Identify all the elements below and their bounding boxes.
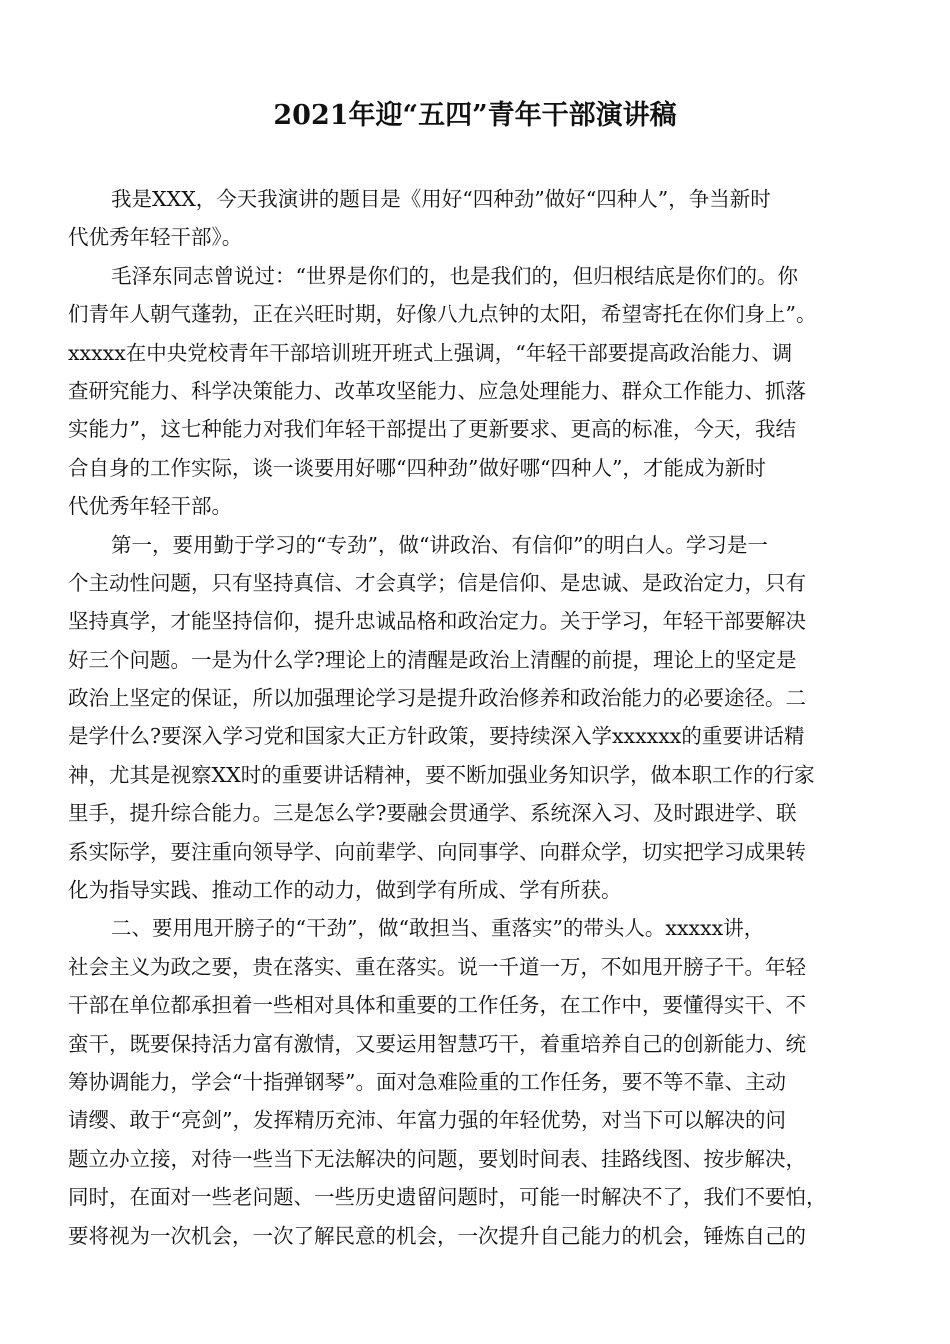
- text-line: 实能力”，这七种能力对我们年轻干部提出了更新要求、更高的标准，今天，我结: [68, 417, 796, 442]
- text-line: 里手，提升综合能力。三是怎么学?要融会贯通学、系统深入习、及时跟进学、联: [68, 801, 797, 826]
- text-line: 政治上坚定的保证，所以加强理论学习是提升政治修养和政治能力的必要途径。二: [68, 686, 806, 711]
- text-line: 坚持真学，才能坚持信仰，提升忠诚品格和政治定力。关于学习，年轻干部要解决: [68, 609, 806, 634]
- text-line: 好三个问题。一是为什么学?理论上的清醒是政治上清醒的前提，理论上的坚定是: [68, 647, 797, 672]
- paragraph: [68, 909, 884, 1255]
- text-line: 神，尤其是视察XX时的重要讲话精神，要不断加强业务知识学，做本职工作的行家: [68, 762, 815, 787]
- paragraph: [68, 180, 884, 257]
- text-line: 化为指导实践、推动工作的动力，做到学有所成、学有所获。: [68, 878, 622, 903]
- text-line: 我是XXX，今天我演讲的题目是《用好“四种劲”做好“四种人”，争当新时: [111, 187, 771, 211]
- text-line: 查研究能力、科学决策能力、改革攻坚能力、应急处理能力、群众工作能力、抓落: [68, 378, 806, 403]
- text-line: 筹协调能力，学会“十指弹钢琴”。面对急难险重的工作任务，要不等不靠、主动: [68, 1069, 786, 1094]
- text-line: 第一，要用勤于学习的“专劲”，做“讲政治、有信仰”的明白人。学习是一: [111, 532, 768, 557]
- text-line: 同时，在面对一些老问题、一些历史遗留问题时，可能一时解决不了，我们不要怕，: [68, 1185, 827, 1210]
- text-line: 蛮干，既要保持活力富有激情，又要运用智慧巧干，着重培养自己的创新能力、统: [68, 1031, 806, 1056]
- text-line: xxxxx在中央党校青年干部培训班开班式上强调，“年轻干部要提高政治能力、调: [68, 340, 793, 365]
- text-line: 题立办立接，对待一些当下无法解决的问题，要划时间表、挂路线图、按步解决，: [68, 1146, 806, 1171]
- text-line: 们青年人朝气蓬勃，正在兴旺时期，好像八九点钟的太阳，希望寄托在你们身上”。: [68, 302, 817, 327]
- text-line: 请缨、敢于“亮剑”，发挥精历充沛、年富力强的年轻优势，对当下可以解决的问: [68, 1108, 786, 1133]
- text-line: 要将视为一次机会，一次了解民意的机会，一次提升自己能力的机会，锤炼自己的: [68, 1223, 806, 1248]
- text-line: 是学什么?要深入学习党和国家大正方针政策，要持续深入学xxxxxx的重要讲话精: [68, 724, 805, 749]
- document-title: 2021年迎“五四”青年干部演讲稿: [273, 100, 677, 131]
- paragraph: [68, 257, 884, 526]
- text-line: 合自身的工作实际，谈一谈要用好哪“四种劲”做好哪“四种人”，才能成为新时: [68, 455, 766, 480]
- text-line: 二、要用甩开膀子的“干劲”，做“敢担当、重落实”的带头人。xxxxx讲，: [111, 916, 765, 941]
- text-line: 系实际学，要注重向领导学、向前辈学、向同事学、向群众学，切实把学习成果转: [68, 839, 806, 864]
- text-line: 干部在单位都承担着一些相对具体和重要的工作任务，在工作中，要懂得实干、不: [68, 993, 806, 1018]
- text-line: 社会主义为政之要，贵在落实、重在落实。说一千道一万，不如甩开膀子干。年轻: [68, 954, 806, 979]
- text-line: 代优秀年轻干部》。: [68, 225, 243, 250]
- document-body: [68, 180, 884, 1255]
- text-line: 毛泽东同志曾说过：“世界是你们的，也是我们的，但归根结底是你们的。你: [111, 263, 798, 288]
- paragraph: [68, 526, 884, 910]
- text-line: 个主动性问题，只有坚持真信、才会真学；信是信仰、是忠诚、是政治定力，只有: [68, 570, 806, 595]
- text-line: 代优秀年轻干部。: [68, 494, 232, 519]
